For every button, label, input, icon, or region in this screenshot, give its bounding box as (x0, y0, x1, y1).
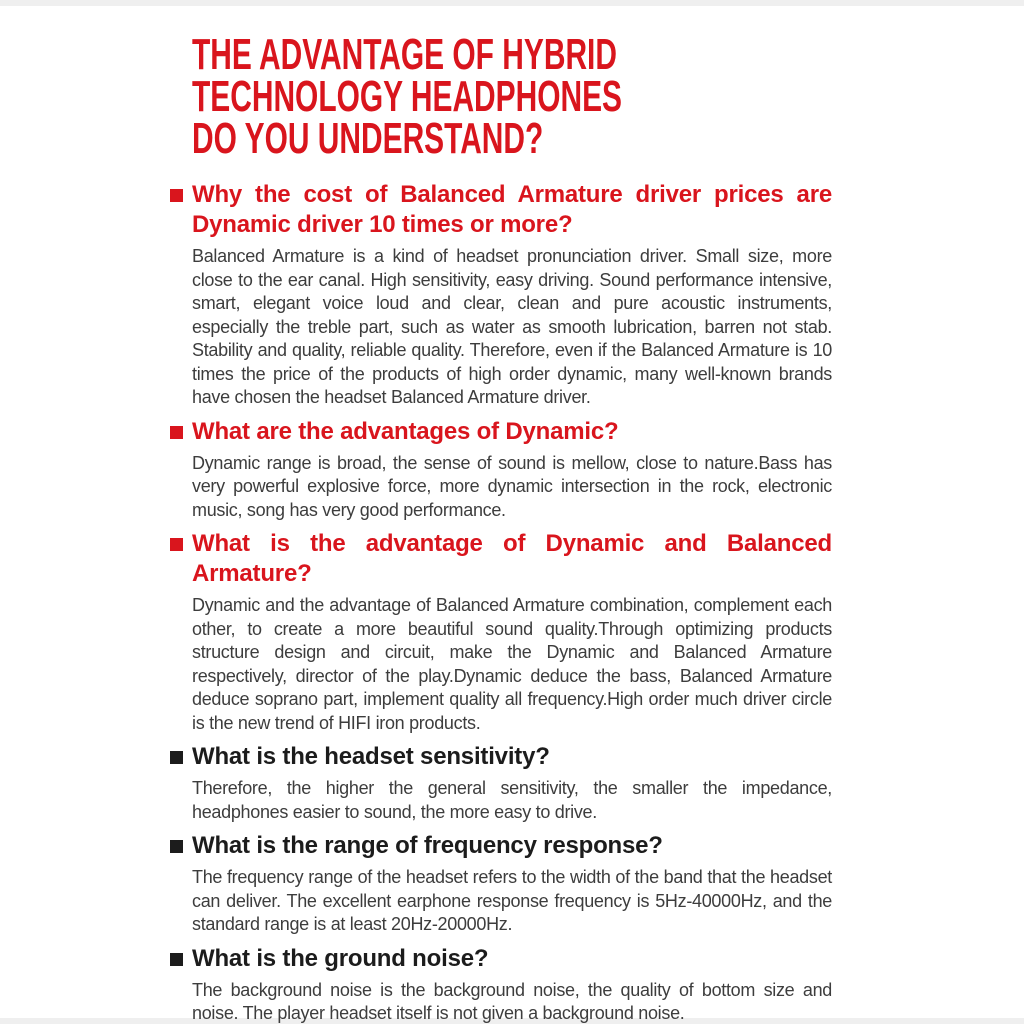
square-bullet-icon (170, 751, 183, 764)
qa-section-frequency-response (170, 831, 832, 937)
qa-section-dynamic-advantages (170, 417, 832, 523)
square-bullet-icon (170, 189, 183, 202)
qa-heading (170, 944, 832, 974)
qa-body-text: Dynamic range is broad, the sense of sound is mellow, close to nature.Bass has very powerful explosive force, more dynamic intersection in the rock, electronic music, song has very good performance. (192, 452, 832, 520)
qa-section-balanced-armature-cost (170, 180, 832, 410)
qa-section-headset-sensitivity (170, 742, 832, 824)
square-bullet-icon (170, 426, 183, 439)
qa-heading-text: What is the range of frequency response? (192, 832, 663, 859)
page-title-line-1: THE ADVANTAGE OF HYBRID (192, 30, 617, 79)
qa-section-ground-noise (170, 944, 832, 1026)
page-title-line-3: DO YOU UNDERSTAND? (192, 114, 544, 163)
qa-heading (170, 180, 832, 240)
page-title-line-2: TECHNOLOGY HEADPHONES (192, 72, 623, 121)
qa-heading (170, 417, 832, 447)
qa-heading (170, 742, 832, 772)
square-bullet-icon (170, 538, 183, 551)
qa-body-text: The frequency range of the headset refers to the width of the band that the headset can deliver. The excellent earphone response frequency is 5Hz-40000Hz, and the standard range is at least 20Hz-20000Hz. (192, 867, 832, 934)
qa-heading-text: What are the advantages of Dynamic? (192, 417, 619, 445)
qa-body-text: Balanced Armature is a kind of headset pronunciation driver. Small size, more close to the ear canal. High sensitivity, easy driving. Sound performance intensive, smart, elegant voice loud and clear, clean and pure acoustic instruments, especially the treble part, such as water as smooth lubrication, barren not stab. Stability and quality, reliable quality. Therefore, even if the Balanced Armature is 10 times the price of the products of high order dynamic, many well-known brands have chosen the headset Balanced Armature driver. (192, 246, 832, 407)
qa-body-text: Dynamic and the advantage of Balanced Armature combination, complement each other, to create a more beautiful sound quality.Through optimizing products structure design and circuit, make the Dynamic and Balanced Armature respectively, director of the play.Dynamic deduce the bass, Balanced Armature deduce soprano part, implement quality all frequency.High order much driver circle is the new trend of HIFI iron products. (192, 595, 832, 733)
qa-heading (170, 831, 832, 861)
qa-heading-text: What is the headset sensitivity? (192, 743, 550, 770)
square-bullet-icon (170, 953, 183, 966)
page-title (192, 30, 832, 163)
qa-heading-text: What is the advantage of Dynamic and Balanced Armature? (192, 530, 832, 587)
article-content (170, 30, 832, 1026)
qa-heading-text: Why the cost of Balanced Armature driver prices are Dynamic driver 10 times or more? (192, 181, 832, 238)
top-edge-strip (0, 0, 1024, 6)
square-bullet-icon (170, 840, 183, 853)
qa-section-hybrid-advantage (170, 529, 832, 735)
qa-heading-text: What is the ground noise? (192, 944, 489, 972)
qa-body-text: The background noise is the background noise, the quality of bottom size and noise. The player headset itself is not given a background noise. (192, 979, 832, 1023)
qa-heading (170, 529, 832, 589)
qa-body-text: Therefore, the higher the general sensitivity, the smaller the impedance, headphones easier to sound, the more easy to drive. (192, 778, 832, 822)
